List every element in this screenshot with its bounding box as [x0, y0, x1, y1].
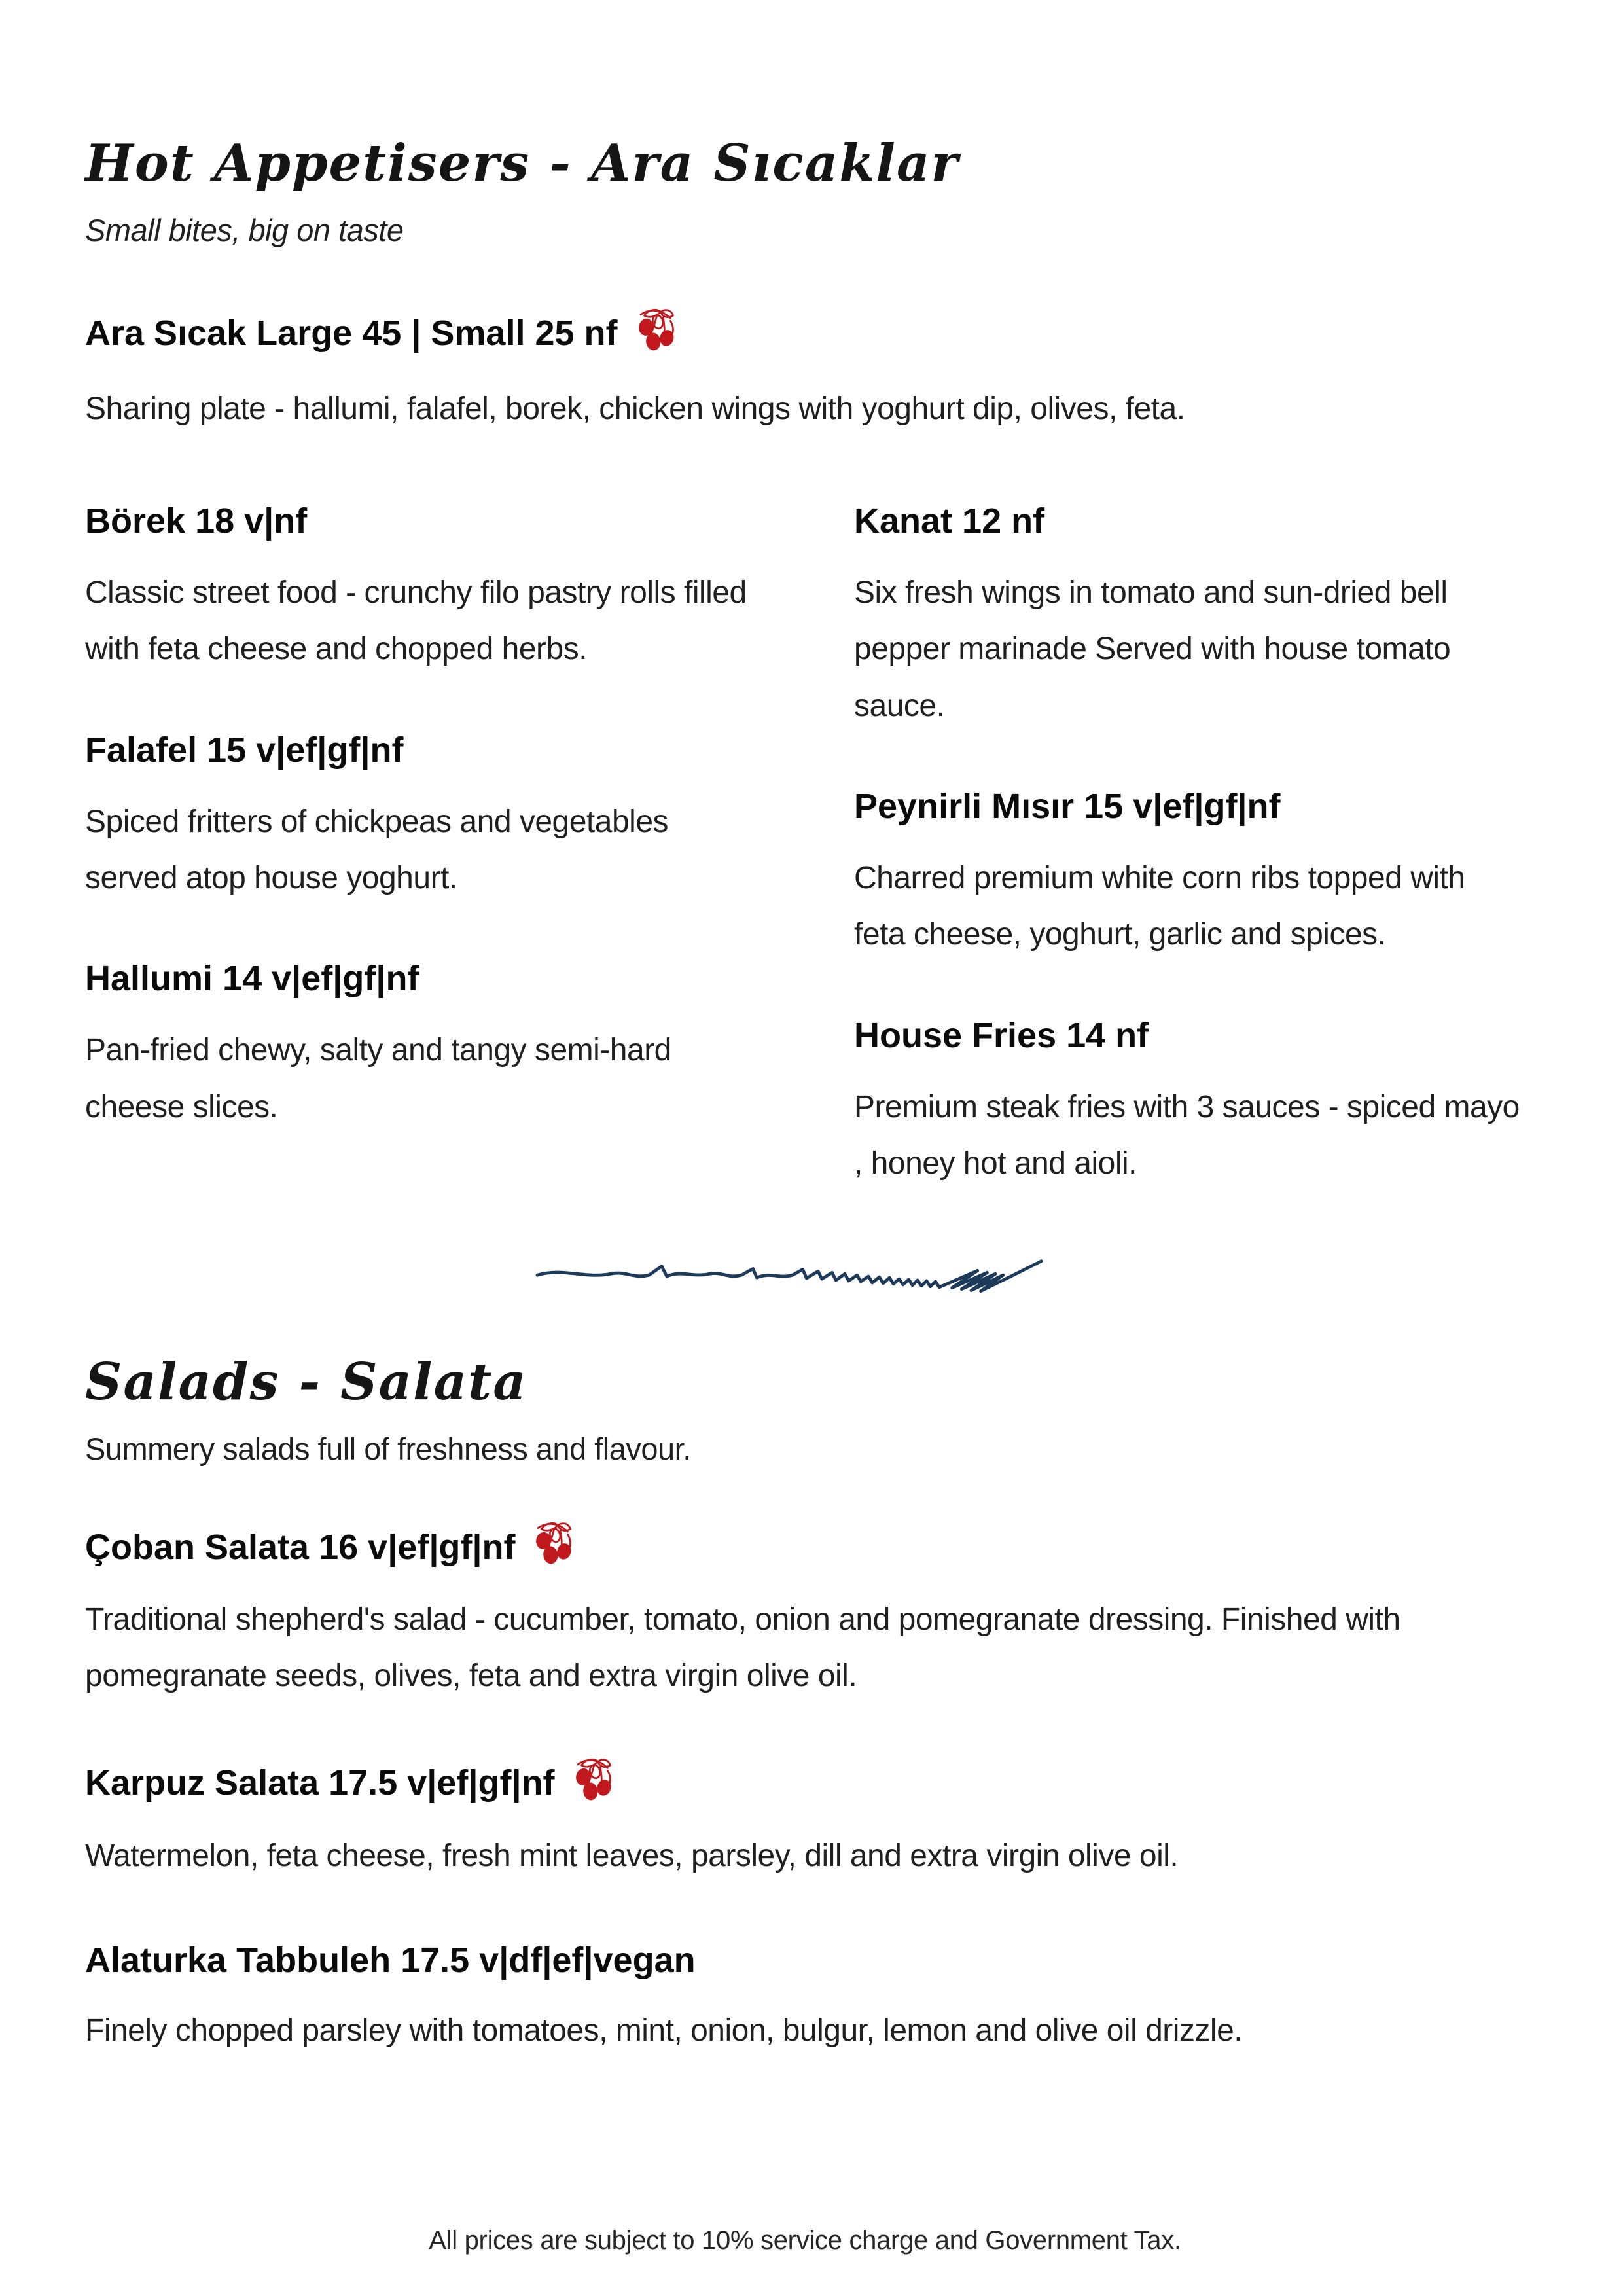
menu-item-peynirli-misir: [854, 785, 1525, 963]
item-name: [854, 1014, 1525, 1057]
item-name: [854, 500, 1525, 543]
item-name-text: Hallumi 14 v|ef|gf|nf: [85, 959, 419, 999]
menu-item-falafel: [85, 729, 756, 907]
item-name: [85, 310, 1525, 357]
item-description: Sharing plate - hallumi, falafel, borek, chicken wings with yoghurt dip, olives, feta.: [85, 391, 1185, 426]
item-name-text: Çoban Salata 16 v|ef|gf|nf: [85, 1527, 516, 1567]
item-description: Finely chopped parsley with tomatoes, mint, onion, bulgur, lemon and olive oil drizzle.: [85, 2013, 1243, 2049]
section-hot-appetisers: [85, 134, 1525, 1243]
footer-note: All prices are subject to 10% service charge and Government Tax.: [429, 2226, 1181, 2255]
item-name-text: Falafel 15 v|ef|gf|nf: [85, 730, 404, 770]
item-description: Charred premium white corn ribs topped with feta cheese, yoghurt, garlic and spices.: [854, 860, 1465, 952]
item-name-text: Ara Sıcak Large 45 | Small 25 nf: [85, 314, 618, 353]
menu-item-house-fries: [854, 1014, 1525, 1193]
item-description: Pan-fried chewy, salty and tangy semi-hard cheese slices.: [85, 1033, 671, 1124]
item-name: [85, 1760, 1525, 1807]
item-name-text: House Fries 14 nf: [854, 1015, 1149, 1055]
item-name: [85, 1939, 1525, 1982]
section-subtitle-hot-appetisers: Small bites, big on taste: [85, 212, 404, 247]
menu-item-karpuz-salata: [85, 1760, 1525, 1884]
item-name: [85, 958, 756, 1000]
section-title-salads: Salads - Salata: [85, 1352, 527, 1412]
menu-item-ara-sicak: [85, 310, 1525, 437]
menu-item-borek: [85, 500, 756, 678]
item-description: Six fresh wings in tomato and sun-dried bell pepper marinade Served with house tomato sauce.: [854, 575, 1451, 723]
column-left: [85, 500, 756, 1243]
olive-branch-icon: [571, 1756, 614, 1803]
item-description: Premium steak fries with 3 sauces - spiced mayo , honey hot and aioli.: [854, 1089, 1520, 1181]
item-name: [854, 785, 1525, 828]
olive-branch-icon: [531, 1520, 574, 1567]
menu-item-kanat: [854, 500, 1525, 734]
ink-squiggle-divider: [517, 1255, 1119, 1306]
item-name-text: Börek 18 v|nf: [85, 501, 308, 541]
column-right: [854, 500, 1525, 1243]
menu-item-hallumi: [85, 958, 756, 1136]
section-subtitle-salads: Summery salads full of freshness and flavour.: [85, 1431, 691, 1466]
item-description: Spiced fritters of chickpeas and vegetables served atop house yoghurt.: [85, 804, 669, 895]
item-name: [85, 729, 756, 772]
item-description: Classic street food - crunchy filo pastry rolls filled with feta cheese and chopped herbs.: [85, 575, 747, 667]
item-name: [85, 500, 756, 543]
item-name-text: Peynirli Mısır 15 v|ef|gf|nf: [854, 787, 1281, 827]
menu-item-alaturka-tabbuleh: [85, 1939, 1525, 2059]
item-name: [85, 1524, 1525, 1571]
two-column-items: [85, 500, 1525, 1243]
item-description: Traditional shepherd's salad - cucumber, tomato, onion and pomegranate dressing. Finished with pomegranate seeds, olives, feta and extra virgin olive oil.: [85, 1602, 1400, 1694]
section-salads: [85, 1353, 1525, 2059]
item-name-text: Kanat 12 nf: [854, 501, 1045, 541]
item-name-text: Alaturka Tabbuleh 17.5 v|df|ef|vegan: [85, 1941, 696, 1981]
menu-item-coban-salata: [85, 1524, 1525, 1705]
olive-branch-icon: [633, 306, 677, 353]
item-name-text: Karpuz Salata 17.5 v|ef|gf|nf: [85, 1763, 555, 1803]
item-description: Watermelon, feta cheese, fresh mint leaves, parsley, dill and extra virgin olive oil.: [85, 1838, 1179, 1873]
section-title-hot-appetisers: Hot Appetisers - Ara Sıcaklar: [85, 134, 959, 193]
